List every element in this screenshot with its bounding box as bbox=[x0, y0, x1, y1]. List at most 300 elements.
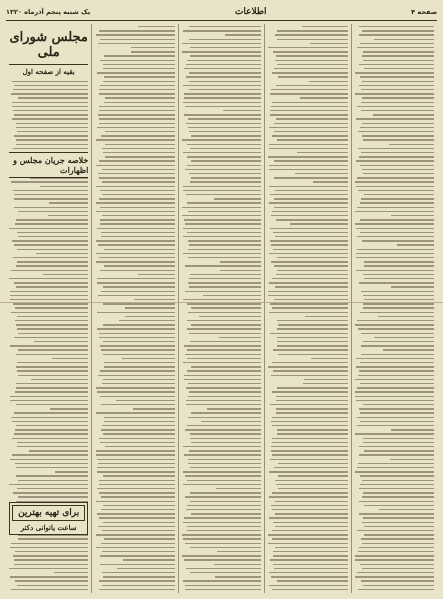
text-line bbox=[17, 362, 88, 363]
text-line bbox=[99, 118, 175, 119]
text-line bbox=[103, 475, 175, 476]
text-line bbox=[101, 135, 175, 136]
text-line bbox=[100, 85, 175, 86]
text-line bbox=[270, 559, 348, 560]
text-line bbox=[16, 354, 89, 355]
text-line bbox=[357, 320, 434, 321]
text-line bbox=[138, 26, 175, 27]
text-line bbox=[310, 43, 347, 44]
text-columns bbox=[6, 24, 437, 593]
text-line bbox=[187, 303, 262, 304]
text-line bbox=[14, 198, 89, 199]
text-line bbox=[101, 496, 175, 497]
text-line bbox=[277, 341, 348, 342]
text-line bbox=[360, 219, 434, 220]
text-line bbox=[356, 118, 434, 119]
text-line bbox=[16, 387, 88, 388]
text-line bbox=[184, 93, 261, 94]
text-line bbox=[104, 421, 175, 422]
text-line bbox=[189, 391, 261, 392]
text-line bbox=[355, 324, 434, 325]
text-line bbox=[16, 324, 88, 325]
text-line bbox=[271, 215, 347, 216]
text-line bbox=[190, 341, 262, 342]
text-line bbox=[183, 85, 261, 86]
text-line bbox=[14, 194, 88, 195]
text-line bbox=[273, 370, 348, 371]
text-line bbox=[182, 51, 261, 52]
text-line bbox=[97, 488, 175, 489]
text-line bbox=[271, 576, 348, 577]
text-line bbox=[96, 240, 175, 241]
text-line bbox=[272, 72, 348, 73]
text-line bbox=[364, 299, 434, 300]
text-line bbox=[361, 345, 434, 346]
text-line bbox=[101, 543, 175, 544]
text-line bbox=[100, 270, 175, 271]
text-line bbox=[138, 274, 175, 275]
text-line bbox=[277, 257, 348, 258]
text-line bbox=[357, 387, 434, 388]
text-line bbox=[15, 551, 88, 552]
text-line bbox=[271, 505, 348, 506]
text-line bbox=[274, 207, 347, 208]
text-line bbox=[119, 320, 175, 321]
text-line bbox=[182, 555, 261, 556]
text-line bbox=[16, 144, 89, 145]
text-line bbox=[12, 106, 89, 107]
text-line bbox=[15, 580, 89, 581]
text-line bbox=[355, 211, 434, 212]
text-line bbox=[225, 34, 262, 35]
text-line bbox=[273, 522, 348, 523]
text-line bbox=[98, 526, 175, 527]
text-line bbox=[10, 295, 88, 296]
text-line bbox=[10, 400, 89, 401]
text-line bbox=[360, 165, 434, 166]
text-line bbox=[14, 282, 88, 283]
text-line bbox=[183, 446, 261, 447]
text-line bbox=[215, 576, 261, 577]
text-line bbox=[272, 454, 348, 455]
text-line bbox=[187, 358, 261, 359]
text-line bbox=[11, 181, 89, 182]
text-line bbox=[272, 442, 348, 443]
text-line bbox=[103, 341, 175, 342]
text-line bbox=[105, 156, 175, 157]
text-line bbox=[99, 123, 175, 124]
text-line bbox=[191, 324, 262, 325]
text-line bbox=[104, 417, 175, 418]
text-line bbox=[297, 152, 348, 153]
text-line bbox=[268, 366, 347, 367]
text-line bbox=[356, 257, 434, 258]
text-line bbox=[374, 337, 434, 338]
text-line bbox=[34, 341, 89, 342]
text-line bbox=[101, 509, 175, 510]
text-line bbox=[360, 383, 434, 384]
text-line bbox=[100, 60, 175, 61]
text-line bbox=[187, 60, 261, 61]
text-line bbox=[356, 400, 434, 401]
text-line bbox=[359, 85, 434, 86]
text-line bbox=[271, 421, 347, 422]
text-line bbox=[99, 93, 175, 94]
text-line bbox=[357, 177, 434, 178]
text-line bbox=[104, 55, 175, 56]
text-line bbox=[190, 274, 261, 275]
text-line bbox=[13, 555, 88, 556]
text-line bbox=[13, 148, 88, 149]
text-line bbox=[277, 580, 348, 581]
text-line bbox=[272, 425, 348, 426]
text-line bbox=[16, 127, 88, 128]
text-line bbox=[359, 547, 434, 548]
text-line bbox=[360, 202, 434, 203]
text-line bbox=[100, 219, 175, 220]
text-line bbox=[185, 223, 261, 224]
text-line bbox=[103, 354, 175, 355]
text-line bbox=[391, 429, 434, 430]
text-line bbox=[188, 282, 261, 283]
text-line bbox=[191, 307, 262, 308]
text-line bbox=[190, 572, 261, 573]
text-line bbox=[134, 299, 175, 300]
text-line bbox=[272, 589, 348, 590]
text-line bbox=[12, 81, 89, 82]
text-line bbox=[188, 257, 261, 258]
text-line bbox=[272, 530, 347, 531]
text-line bbox=[277, 433, 348, 434]
text-line bbox=[188, 463, 261, 464]
text-line bbox=[100, 345, 175, 346]
text-line bbox=[18, 480, 88, 481]
text-line bbox=[188, 383, 261, 384]
text-line bbox=[273, 232, 347, 233]
text-line bbox=[188, 249, 261, 250]
text-line bbox=[270, 459, 348, 460]
text-line bbox=[182, 43, 261, 44]
text-line bbox=[274, 568, 348, 569]
text-line bbox=[356, 358, 435, 359]
text-line bbox=[362, 543, 434, 544]
text-line bbox=[131, 51, 175, 52]
text-line bbox=[185, 106, 261, 107]
text-line bbox=[102, 585, 175, 586]
text-line bbox=[269, 572, 348, 573]
text-line bbox=[190, 148, 261, 149]
text-line bbox=[217, 551, 261, 552]
text-line bbox=[271, 106, 348, 107]
text-line bbox=[103, 286, 175, 287]
text-line bbox=[276, 396, 347, 397]
text-line bbox=[96, 450, 175, 451]
text-line bbox=[16, 383, 89, 384]
text-line bbox=[276, 400, 348, 401]
text-line bbox=[357, 425, 434, 426]
text-line bbox=[13, 89, 88, 90]
text-line bbox=[186, 123, 261, 124]
text-line bbox=[185, 291, 261, 292]
text-line bbox=[98, 463, 174, 464]
text-line bbox=[14, 207, 88, 208]
text-line bbox=[278, 324, 348, 325]
text-line bbox=[11, 312, 88, 313]
text-line bbox=[270, 404, 348, 405]
text-line bbox=[97, 459, 174, 460]
text-line bbox=[361, 333, 434, 334]
text-line bbox=[97, 278, 174, 279]
text-line bbox=[10, 291, 89, 292]
text-line bbox=[105, 97, 175, 98]
text-line bbox=[356, 253, 434, 254]
text-line bbox=[190, 55, 261, 56]
text-line bbox=[270, 228, 348, 229]
text-line bbox=[277, 30, 347, 31]
text-line bbox=[273, 249, 348, 250]
text-line bbox=[188, 118, 262, 119]
text-line bbox=[364, 194, 434, 195]
text-line bbox=[356, 186, 434, 187]
text-line bbox=[190, 492, 261, 493]
text-line bbox=[18, 375, 88, 376]
text-line bbox=[17, 488, 89, 489]
text-line bbox=[98, 375, 175, 376]
text-line bbox=[99, 484, 175, 485]
text-line bbox=[9, 484, 88, 485]
text-line bbox=[187, 232, 261, 233]
text-line bbox=[391, 215, 434, 216]
text-line bbox=[104, 76, 175, 77]
text-line bbox=[9, 278, 88, 279]
text-line bbox=[49, 202, 89, 203]
text-line bbox=[214, 198, 262, 199]
text-line bbox=[103, 505, 175, 506]
text-line bbox=[277, 429, 347, 430]
text-line bbox=[17, 131, 88, 132]
text-line bbox=[276, 274, 347, 275]
text-line bbox=[184, 454, 261, 455]
text-line bbox=[276, 118, 347, 119]
text-line bbox=[183, 152, 261, 153]
text-line bbox=[186, 76, 261, 77]
text-line bbox=[272, 391, 347, 392]
text-line bbox=[277, 328, 347, 329]
text-line bbox=[15, 320, 88, 321]
text-line bbox=[269, 127, 347, 128]
text-line bbox=[269, 169, 348, 170]
text-line bbox=[201, 421, 261, 422]
text-line bbox=[52, 358, 89, 359]
text-line bbox=[278, 76, 348, 77]
text-line bbox=[355, 223, 434, 224]
text-line bbox=[97, 513, 174, 514]
text-line bbox=[190, 181, 262, 182]
text-line bbox=[185, 429, 262, 430]
text-line bbox=[100, 39, 175, 40]
text-line bbox=[311, 358, 348, 359]
text-line bbox=[96, 253, 174, 254]
text-line bbox=[364, 68, 434, 69]
text-line bbox=[276, 412, 348, 413]
text-line bbox=[300, 97, 348, 98]
text-line bbox=[358, 328, 434, 329]
text-line bbox=[357, 106, 434, 107]
text-line bbox=[101, 404, 174, 405]
text-line bbox=[389, 144, 434, 145]
text-line bbox=[362, 81, 434, 82]
text-line bbox=[359, 282, 434, 283]
column-4 bbox=[91, 24, 177, 593]
text-line bbox=[220, 261, 261, 262]
text-line bbox=[189, 244, 261, 245]
text-line bbox=[360, 475, 434, 476]
text-line bbox=[269, 144, 348, 145]
text-line bbox=[17, 316, 89, 317]
text-line bbox=[272, 438, 348, 439]
text-line bbox=[14, 433, 89, 434]
text-line bbox=[105, 131, 175, 132]
text-line bbox=[18, 496, 88, 497]
text-line bbox=[355, 396, 434, 397]
text-line bbox=[269, 471, 347, 472]
text-line bbox=[99, 337, 174, 338]
text-line bbox=[187, 526, 262, 527]
text-line bbox=[274, 160, 348, 161]
text-line bbox=[191, 135, 261, 136]
text-line bbox=[269, 282, 348, 283]
masthead: اطلاعات bbox=[234, 7, 267, 17]
text-line bbox=[13, 257, 89, 258]
text-line bbox=[359, 454, 434, 455]
text-line bbox=[277, 270, 348, 271]
text-line bbox=[187, 370, 262, 371]
text-line bbox=[99, 160, 175, 161]
text-line bbox=[357, 249, 434, 250]
text-line bbox=[203, 295, 261, 296]
text-line bbox=[183, 484, 261, 485]
text-line bbox=[214, 564, 261, 565]
text-line bbox=[17, 370, 89, 371]
text-line bbox=[99, 106, 175, 107]
text-line bbox=[362, 522, 434, 523]
text-line bbox=[96, 412, 174, 413]
text-line bbox=[102, 194, 174, 195]
text-line bbox=[361, 198, 434, 199]
section-heading bbox=[9, 152, 88, 178]
text-line bbox=[105, 144, 175, 145]
text-line bbox=[360, 127, 434, 128]
text-line bbox=[272, 307, 348, 308]
text-line bbox=[268, 156, 347, 157]
text-line bbox=[363, 139, 434, 140]
text-line bbox=[98, 244, 175, 245]
text-line bbox=[275, 513, 348, 514]
text-line bbox=[13, 190, 88, 191]
text-line bbox=[358, 589, 434, 590]
text-line bbox=[11, 93, 89, 94]
text-line bbox=[18, 349, 88, 350]
text-line bbox=[18, 211, 88, 212]
box-heading: خلاصه جریان مجلس و اظهارات bbox=[9, 152, 88, 178]
text-line bbox=[189, 131, 261, 132]
text-line bbox=[357, 236, 434, 237]
text-line bbox=[187, 505, 261, 506]
text-line bbox=[363, 585, 434, 586]
text-line bbox=[190, 433, 261, 434]
text-line bbox=[185, 589, 261, 590]
text-line bbox=[270, 333, 347, 334]
text-line bbox=[117, 568, 174, 569]
text-line bbox=[362, 496, 434, 497]
text-line bbox=[48, 215, 89, 216]
text-line bbox=[97, 328, 174, 329]
text-line bbox=[276, 55, 348, 56]
text-line bbox=[185, 475, 261, 476]
text-line bbox=[183, 253, 261, 254]
text-line bbox=[183, 580, 261, 581]
text-line bbox=[359, 488, 434, 489]
text-line bbox=[364, 450, 434, 451]
text-line bbox=[9, 568, 88, 569]
text-line bbox=[10, 547, 88, 548]
text-line bbox=[103, 152, 174, 153]
text-line bbox=[190, 547, 261, 548]
text-line bbox=[364, 505, 434, 506]
text-line bbox=[96, 34, 175, 35]
text-line bbox=[18, 97, 89, 98]
text-line bbox=[269, 517, 348, 518]
text-line bbox=[182, 207, 261, 208]
text-line bbox=[99, 30, 175, 31]
text-line bbox=[185, 543, 262, 544]
text-line bbox=[102, 530, 174, 531]
text-line bbox=[29, 450, 89, 451]
text-line bbox=[199, 316, 261, 317]
text-line bbox=[272, 417, 347, 418]
text-line bbox=[123, 559, 175, 560]
text-line bbox=[103, 324, 174, 325]
text-line bbox=[364, 526, 434, 527]
text-line bbox=[270, 240, 348, 241]
text-line bbox=[360, 421, 434, 422]
text-line bbox=[16, 219, 88, 220]
text-line bbox=[125, 316, 174, 317]
page-fold bbox=[0, 302, 443, 303]
text-line bbox=[364, 278, 434, 279]
text-line bbox=[271, 244, 347, 245]
text-line bbox=[102, 572, 175, 573]
text-line bbox=[189, 81, 261, 82]
text-line bbox=[390, 459, 434, 460]
text-line bbox=[43, 274, 89, 275]
text-line bbox=[100, 442, 175, 443]
text-line bbox=[364, 265, 434, 266]
text-line bbox=[359, 446, 434, 447]
text-line bbox=[14, 559, 88, 560]
text-line bbox=[363, 442, 434, 443]
text-line bbox=[355, 555, 434, 556]
ad-line: ساعت یاتوانی دکتر bbox=[20, 523, 77, 532]
text-line bbox=[131, 47, 175, 48]
text-line bbox=[357, 207, 434, 208]
text-line bbox=[223, 110, 261, 111]
text-line bbox=[276, 484, 347, 485]
text-line bbox=[189, 89, 261, 90]
text-line bbox=[271, 450, 347, 451]
text-line bbox=[183, 190, 262, 191]
text-line bbox=[360, 412, 434, 413]
